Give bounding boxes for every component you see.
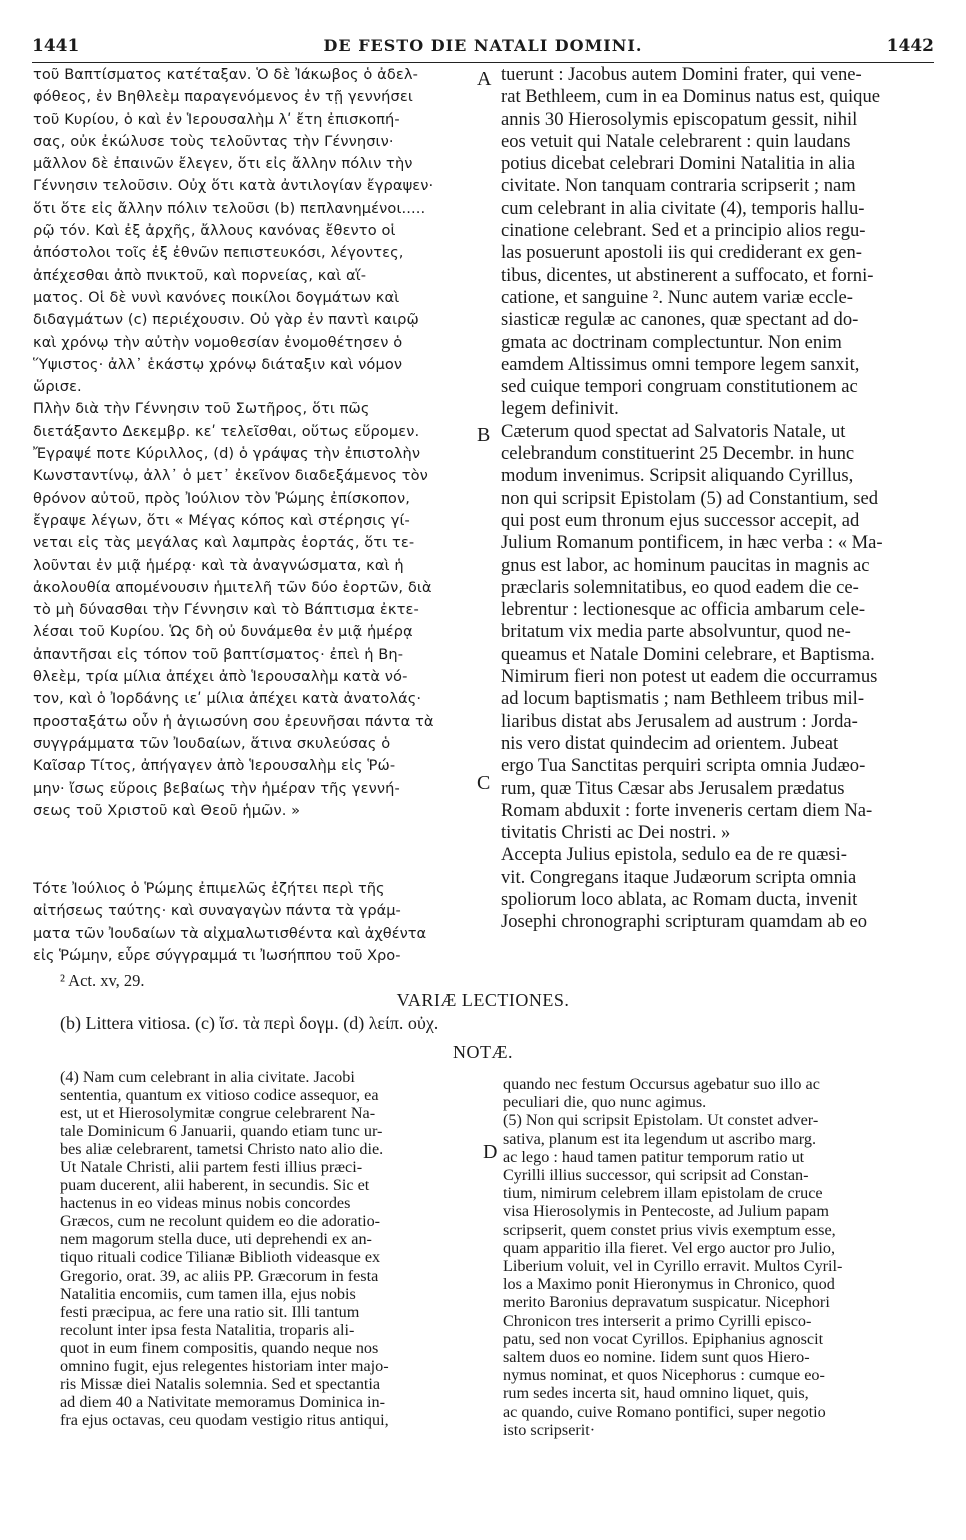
variae-heading: VARIÆ LECTIONES. [396, 990, 570, 1010]
note-line: fra ejus octavas, ceu quodam vestigio ritus antiqui, [60, 1410, 389, 1429]
note-line: puam ducerent, alii haberent, in secundis. Sic et [60, 1176, 370, 1195]
note-line: omnino fugit, ejus relegentes historiam inter majo- [60, 1356, 389, 1375]
notes-right-column [503, 1075, 933, 1439]
latin-line: eos vetuit qui Natale celebrarent : quin laudans [501, 130, 851, 152]
note-line: sativa, planum est ita legendum ut ascribo marg. [503, 1129, 817, 1148]
greek-line: ἀπόστολοι τοῖς ἐξ ἐθνῶν πεπιστευκόσι, λέγοντες, [33, 244, 404, 262]
greek-line: σας, οὐκ ἐκώλυσε τοὺς τελοῦντας τὴν Γέννησιν· [33, 132, 394, 150]
greek-line: Πλὴν διὰ τὴν Γέννησιν τοῦ Σωτῆρος, ὅτι πῶς [33, 400, 370, 418]
latin-line: spoliorum loco ablata, ac Romam ducta, invenit [501, 888, 858, 910]
latin-line: Cæterum quod spectat ad Salvatoris Natale, ut [501, 420, 846, 442]
note-line: Liberium voluit, vel in Cyrillo erravit. Multos Cyril- [503, 1257, 843, 1276]
page-number-right: 1442 [886, 36, 934, 56]
greek-line: νεται εἰς τὰς μεγάλας καὶ λαμπρὰς ἑορτάς, ὅτι τε- [33, 534, 415, 552]
note-line: quot in eum finem compositis, quando neque nos [60, 1338, 379, 1357]
greek-line: τοῦ Βαπτίσματος κατέταξαν. Ὁ δὲ Ἰάκωβος ὁ ἀδελ- [33, 66, 419, 83]
greek-line: διδαγμάτων (c) περιέχουσιν. Οὐ γὰρ ἐν παντὶ καιρῷ [33, 311, 419, 329]
latin-line: ergo Tua Sanctitas perquiri scripta omnia Judæo- [501, 755, 866, 777]
latin-line: modum invenimus. Scripsit aliquando Cyrillus, [501, 465, 854, 487]
header-rule [32, 62, 934, 63]
greek-line: ματα τῶν Ἰουδαίων τὰ αἰχμαλωτισθέντα καὶ ἀχθέντα [33, 924, 427, 942]
note-line: ac lego : haud tamen patitur temporum ratio ut [503, 1147, 805, 1166]
greek-line: τοῦ Κυρίου, ὁ καὶ ἐν Ἱερουσαλὴμ λʹ ἔτη ἐπισκοπή- [33, 110, 400, 128]
greek-line: ματος. Οἱ δὲ νυνὶ κανόνες ποικίλοι δογμάτων καὶ [33, 288, 400, 306]
latin-line: qui post eum thronum ejus successor accepit, ad [501, 509, 860, 531]
latin-line: queamus et Natale Domini celebrare, et Baptisma. [501, 643, 875, 665]
greek-line: ἀκολουθία απομένουσιν ἡμιτελῆ τῶν δύο ἑορτῶν, διὰ [33, 578, 432, 596]
note-line: merito Baronius depravatum suspicatur. Nicephori [503, 1293, 830, 1312]
greek-line: αἰτήσεως ταύτης· καὶ συναγαγὼν πάντα τὰ γράμ- [33, 902, 401, 920]
greek-line: Ἔγραψέ ποτε Κύριλλος, (d) ὁ γράψας τὴν ἐπιστολὴν [33, 445, 421, 463]
latin-line: catione, et sanguine ². Nunc autem variæ eccle- [501, 286, 853, 308]
latin-line: vit. Congregans itaque Judæorum scripta omnia [501, 866, 857, 888]
note-line: los a Maximo ponit Hieronymus in Chronico, quod [503, 1275, 835, 1294]
latin-line: rat Bethleem, cum in ea Dominus natus est, quique [501, 86, 881, 108]
note-line: (4) Nam cum celebrant in alia civitate. Jacobi [60, 1068, 355, 1086]
note-line: isto scripserit· [503, 1420, 596, 1439]
latin-line: ad locum baptismatis ; nam Bethleem tribus mil- [501, 688, 865, 710]
latin-line: Nimirum fieri non potest ut eadem die occurramus [501, 666, 878, 688]
greek-line: θρόνον αὐτοῦ, πρὸς Ἰούλιον τὸν Ῥώμης ἐπίσκοπον, [33, 489, 410, 507]
greek-line: ἀπαντῆσαι εἰς τόπον τοῦ βαπτίσματος· ἐπεὶ ἡ Βη- [33, 645, 404, 663]
note-line: saltem duos eo nomine. Iidem sunt quos Hiero- [503, 1348, 810, 1367]
greek-line: ὥρισε. [33, 378, 82, 396]
note-line: ac quando, cuive Romano pontifici, super negotio [503, 1402, 826, 1421]
greek-column [33, 64, 471, 822]
greek-line: Καῖσαρ Τίτος, ἀπήγαγεν ἀπὸ Ἱερουσαλὴμ εἰς Ῥώ- [33, 757, 396, 775]
latin-line: Romam abduxit : forte inveneris certam diem Na- [501, 799, 873, 821]
latin-line: Julium Romanum pontificem, in hæc verba : « Ma- [501, 532, 883, 554]
note-line: quam apparitio illa fieret. Vel ergo auctor pro Julio, [503, 1238, 836, 1257]
latin-line: cinatione celebrant. Sed et a principio alios regu- [501, 220, 866, 242]
note-line: Ut Natale Christi, alii partem festi illius præci- [60, 1158, 363, 1177]
greek-line: θλεὲμ, τρία μίλια ἀπέχει ἀπὸ Ἱερουσαλὴμ κατὰ νό- [33, 668, 408, 686]
latin-line: nis vero distat quindecim ad orientem. Jubeat [501, 732, 839, 754]
note-line: scripserit, quem constet prius vivis exemptum esse, [503, 1220, 836, 1239]
latin-line: cum celebrant in alia civitate (4), temporis hallu- [501, 197, 865, 219]
notae-heading: NOTÆ. [453, 1042, 513, 1062]
running-title: DE FESTO DIE NATALI DOMINI. [323, 36, 643, 55]
latin-line: tivitatis Christi ac Dei nostri. » [501, 822, 731, 844]
latin-line: gnus est labor, ac hominum paucitas in magnis ac [501, 554, 870, 576]
note-line: tiquo rituali codice Tilianæ Biblioth videasque ex [60, 1248, 381, 1267]
latin-line: las posuerunt apostoli iis qui crediderant ex gen- [501, 242, 862, 264]
footnote: ² Act. xv, 29. [60, 971, 145, 990]
latin-line: Josephi chronographi scripturam quamdam ab eo [501, 911, 868, 933]
note-line: ad diem 40 a Nativitate memoramus Dominica in- [60, 1392, 386, 1411]
note-line: recolunt inter ipsa festa Natalitia, troparis ali- [60, 1320, 355, 1339]
latin-line: gmata ac doctrinam complectuntur. Non enim [501, 331, 842, 353]
latin-line: rum, quæ Titus Cæsar abs Jerusalem prædatus [501, 777, 845, 799]
greek-column-continued [33, 878, 473, 967]
note-line: Gregorio, orat. 39, ac aliis PP. Græcorum in festa [60, 1266, 379, 1285]
note-line: (5) Non qui scripsit Epistolam. Ut constet adver- [503, 1111, 819, 1130]
greek-line: ἔγραψε λέγων, ὅτι « Μέγας κόπος καὶ στέρησις γί- [33, 511, 410, 529]
note-line: nymus nominat, et quos Nicephorus : cumque eo- [503, 1366, 825, 1385]
margin-letter-d: D [483, 1141, 498, 1163]
latin-column [501, 64, 933, 934]
greek-line: διετάξαντο Δεκεμβρ. κεʹ τελεῖσθαι, οὕτως εὕρομεν. [33, 422, 420, 440]
note-line: festi præcipua, ac fere una ratio sit. Illi tantum [60, 1302, 360, 1321]
latin-line: potius dicebat celebrari Domini Natalitia in alia [501, 153, 856, 175]
note-line: bes aliæ celebrarent, tametsi Christo nato alio die. [60, 1140, 384, 1159]
latin-line: legem definivit. [501, 398, 619, 420]
latin-line: tibus, dicentes, ut abstinerent a suffocato, et forni- [501, 264, 874, 286]
latin-line: tuerunt : Jacobus autem Domini frater, qui vene- [501, 64, 862, 85]
greek-line: μην· ἴσως εὕροις βεβαίως τὴν ἡμέραν τῆς γεννή- [33, 779, 400, 797]
greek-line: λοῦνται ἐν μιᾷ ἡμέρᾳ· καὶ τὰ ἀναγνώσματα, καὶ ἡ [33, 556, 404, 574]
margin-letter-b: B [477, 424, 491, 446]
greek-line: ἀπέχεσθαι ἀπὸ πνικτοῦ, καὶ πορνείας, καὶ αἵ- [33, 266, 367, 284]
margin-letter-a: A [477, 68, 492, 90]
greek-line: ὅτι ὅτε εἰς ἄλλην πόλιν τελοῦσι (b) πεπλανημένοι..... [33, 199, 426, 217]
greek-line: Κωνσταντίνῳ, ἀλλ᾽ ὁ μετ᾽ ἐκεῖνον διαδεξάμενος τὸν [33, 467, 428, 485]
latin-line: britatum vix media parte absolvuntur, quod ne- [501, 621, 851, 643]
latin-line: civitate. Non tanquam contraria scripserit ; nam [501, 175, 856, 197]
note-line: Cyrilli illius successor, qui scripsit ad Constan- [503, 1166, 809, 1185]
latin-line: celebrandum constituerint 25 Decembr. in hunc [501, 443, 855, 465]
greek-line: Γέννησιν τελοῦσιν. Οὐχ ὅτι κατὰ ἀντιλογίαν ἔγραψεν· [33, 177, 434, 195]
note-line: tium, nimirum celebrem illam epistolam de cruce [503, 1184, 823, 1203]
note-line: est, ut et Hierosolymitæ congrue celebrarent Na- [60, 1104, 376, 1123]
greek-line: Τότε Ἰούλιος ὁ Ῥώμης ἐπιμελῶς ἐζήτει περὶ τῆς [33, 880, 385, 897]
note-line: rum sedes incerta sit, haud omnino liquet, quis, [503, 1384, 809, 1403]
latin-line: lebrentur : lectionesque ac officia ambarum cele- [501, 599, 866, 621]
note-line: nem magorum stella duce, uti deprehendi ex an- [60, 1230, 372, 1249]
note-line: tale Dominicum 6 Januarii, quando etiam tunc ur- [60, 1122, 383, 1141]
greek-line: Ὕψιστος· ἀλλ᾽ ἑκάστῳ χρόνῳ διάταξιν καὶ νόμον [33, 355, 403, 373]
latin-line: Accepta Julius epistola, sedulo ea de re quæsi- [501, 844, 847, 866]
latin-line: liaribus distat abs Jerusalem ad austrum : Jorda- [501, 710, 858, 732]
note-line: hactenus in eo videas minus nobis concordes [60, 1194, 351, 1213]
note-line: visa Hierosolymis in Pentecoste, ad Julium papam [503, 1202, 829, 1221]
greek-line: φόθεος, ἐν Βηθλεὲμ παραγενόμενος ἐν τῇ γεννήσει [33, 88, 413, 106]
greek-line: συγγράμματα τῶν Ἰουδαίων, ἅτινα σκυλεύσας ὁ [33, 734, 391, 752]
greek-line: τον, καὶ ὁ Ἰορδάνης ιεʹ μίλια ἀπέχει κατὰ ἀνατολάς· [33, 690, 422, 708]
note-line: sententia, quantum ex vitioso codice assequor, ea [60, 1086, 379, 1105]
note-line: quando nec festum Occursus agebatur suo illo ac [503, 1075, 820, 1093]
note-line: patu, sed non vocat Cyrillos. Epiphanius agnoscit [503, 1329, 824, 1348]
greek-line: καὶ χρόνῳ τὴν αὐτὴν νομοθεσίαν ἐνομοθέτησεν ὁ [33, 333, 403, 351]
page-number-left: 1441 [32, 36, 80, 56]
greek-line: ρῷ τόν. Καὶ ἐξ ἀρχῆς, ἄλλους κανόνας ἔθεντο οἱ [33, 222, 396, 240]
latin-line: sed cuique tempori congruam constitutionem ac [501, 376, 858, 398]
note-line: Græcos, cum ne recolunt quidem eo die adoratio- [60, 1212, 381, 1231]
latin-line: non qui scripsit Epistolam (5) ad Constantium, sed [501, 487, 879, 509]
latin-line: siasticæ regulæ ac canones, quæ spectant ad do- [501, 309, 859, 331]
notes-left-column [60, 1068, 478, 1429]
greek-line: μᾶλλον δὲ ἐπαινῶν ἔλεγεν, ὅτι εἰς ἄλλην πόλιν τὴν [33, 155, 413, 173]
variae-text: (b) Littera vitiosa. (c) ἴσ. τὰ περὶ δογμ. (d) λείπ. οὐχ. [60, 1013, 439, 1033]
latin-line: annis 30 Hierosolymis episcopatum gessit, nihil [501, 108, 858, 130]
greek-line: προσταξάτω οὖν ἡ ἁγιωσύνη σου ἐρευνῆσαι πάντα τὰ [33, 712, 434, 730]
greek-line: λέσαι τοῦ Κυρίου. Ὡς δὴ οὐ δυνάμεθα ἐν μιᾷ ἡμέρᾳ [33, 623, 413, 641]
greek-line: εἰς Ῥώμην, εὗρε σύγγραμμά τι Ἰωσήππου τοῦ Χρο- [33, 946, 401, 964]
note-line: Chronicon tres interserit a primo Cyrilli episco- [503, 1311, 812, 1330]
latin-line: eamdem Altissimus omni tempore legem sanxit, [501, 353, 860, 375]
latin-line: præclaris solemnitatibus, eo quod eadem die ce- [501, 576, 859, 598]
note-line: peculiari die, quo nunc agimus. [503, 1093, 707, 1112]
greek-line: τὸ μὴ δύνασθαι τὴν Γέννησιν καὶ τὸ Βάπτισμα ἐκτε- [33, 601, 419, 619]
greek-line: σεως τοῦ Χριστοῦ καὶ Θεοῦ ἡμῶν. » [33, 801, 301, 819]
note-line: Natalitia encomiis, cum tamen illa, ejus nobis [60, 1284, 356, 1303]
page-header [32, 36, 934, 62]
margin-letter-c: C [477, 772, 491, 794]
note-line: ris Missæ diei Natalis solemnia. Sed et spectantia [60, 1374, 381, 1393]
